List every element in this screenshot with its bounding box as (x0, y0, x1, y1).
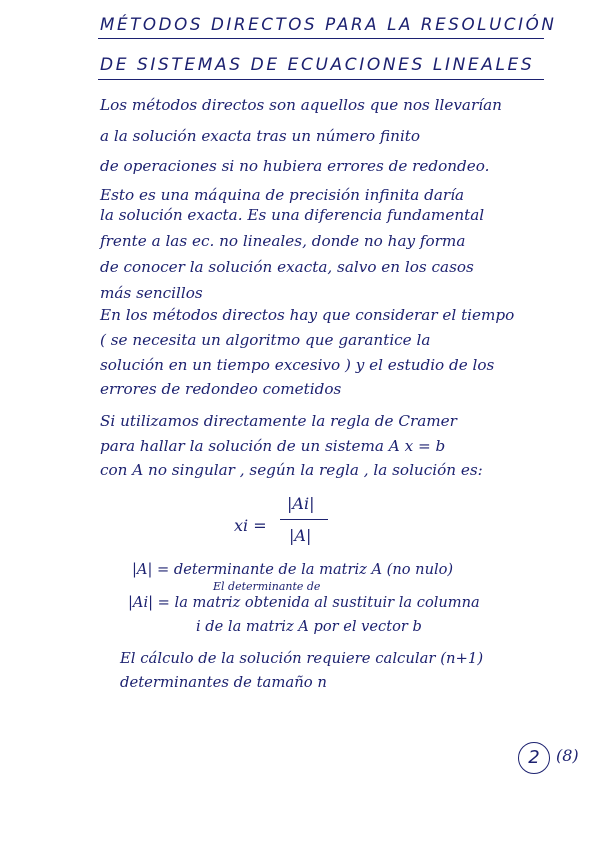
closing-line-2: determinantes de tamaño n (120, 674, 327, 691)
p2-line-2: ( se necesita un algoritmo que garantice la (100, 331, 431, 349)
definition-Ai-note: El determinante de (213, 580, 321, 593)
p3-line-3: con A no singular , según la regla , la solución es: (100, 461, 483, 479)
p2-line-3: solución en un tiempo excesivo ) y el estudio de los (100, 356, 495, 374)
p1-line-4: Esto es una máquina de precisión infinita daría (100, 186, 465, 204)
p1-line-3: de operaciones si no hubiera errores de redondeo. (100, 157, 490, 175)
formula-lhs: xi = (234, 516, 267, 535)
closing-line-1: El cálculo de la solución requiere calcular (n+1) (120, 650, 484, 667)
definition-Ai-continued: i de la matriz A por el vector b (196, 618, 422, 635)
formula-numerator: |Ai| (287, 494, 315, 513)
p1-line-5: la solución exacta. Es una diferencia fundamental (100, 206, 485, 224)
formula-denominator: |A| (289, 526, 312, 545)
p1-line-7: de conocer la solución exacta, salvo en los casos (100, 258, 474, 276)
title-line-2: DE SISTEMAS DE ECUACIONES LINEALES (100, 55, 535, 75)
title-line-1: MÉTODOS DIRECTOS PARA LA RESOLUCIÓN (100, 14, 557, 34)
p1-line-6: frente a las ec. no lineales, donde no hay forma (100, 232, 466, 250)
definition-A: |A| = determinante de la matriz A (no nulo) (132, 561, 454, 578)
title-underline-1 (98, 38, 544, 39)
fraction-bar (280, 519, 328, 520)
p1-line-8: más sencillos (100, 284, 203, 302)
p1-line-2: a la solución exacta tras un número finito (100, 127, 421, 145)
p1-line-1: Los métodos directos son aquellos que nos llevarían (100, 96, 502, 114)
page-number: 2 (518, 742, 550, 774)
p2-line-4: errores de redondeo cometidos (100, 380, 342, 398)
page-number-extra: (8) (556, 746, 579, 765)
title-underline-2 (98, 79, 544, 80)
definition-Ai: |Ai| = la matriz obtenida al sustituir la columna (128, 594, 480, 611)
p2-line-1: En los métodos directos hay que considerar el tiempo (100, 306, 515, 324)
p3-line-1: Si utilizamos directamente la regla de Cramer (100, 412, 457, 430)
p3-line-2: para hallar la solución de un sistema A x = b (100, 437, 446, 455)
